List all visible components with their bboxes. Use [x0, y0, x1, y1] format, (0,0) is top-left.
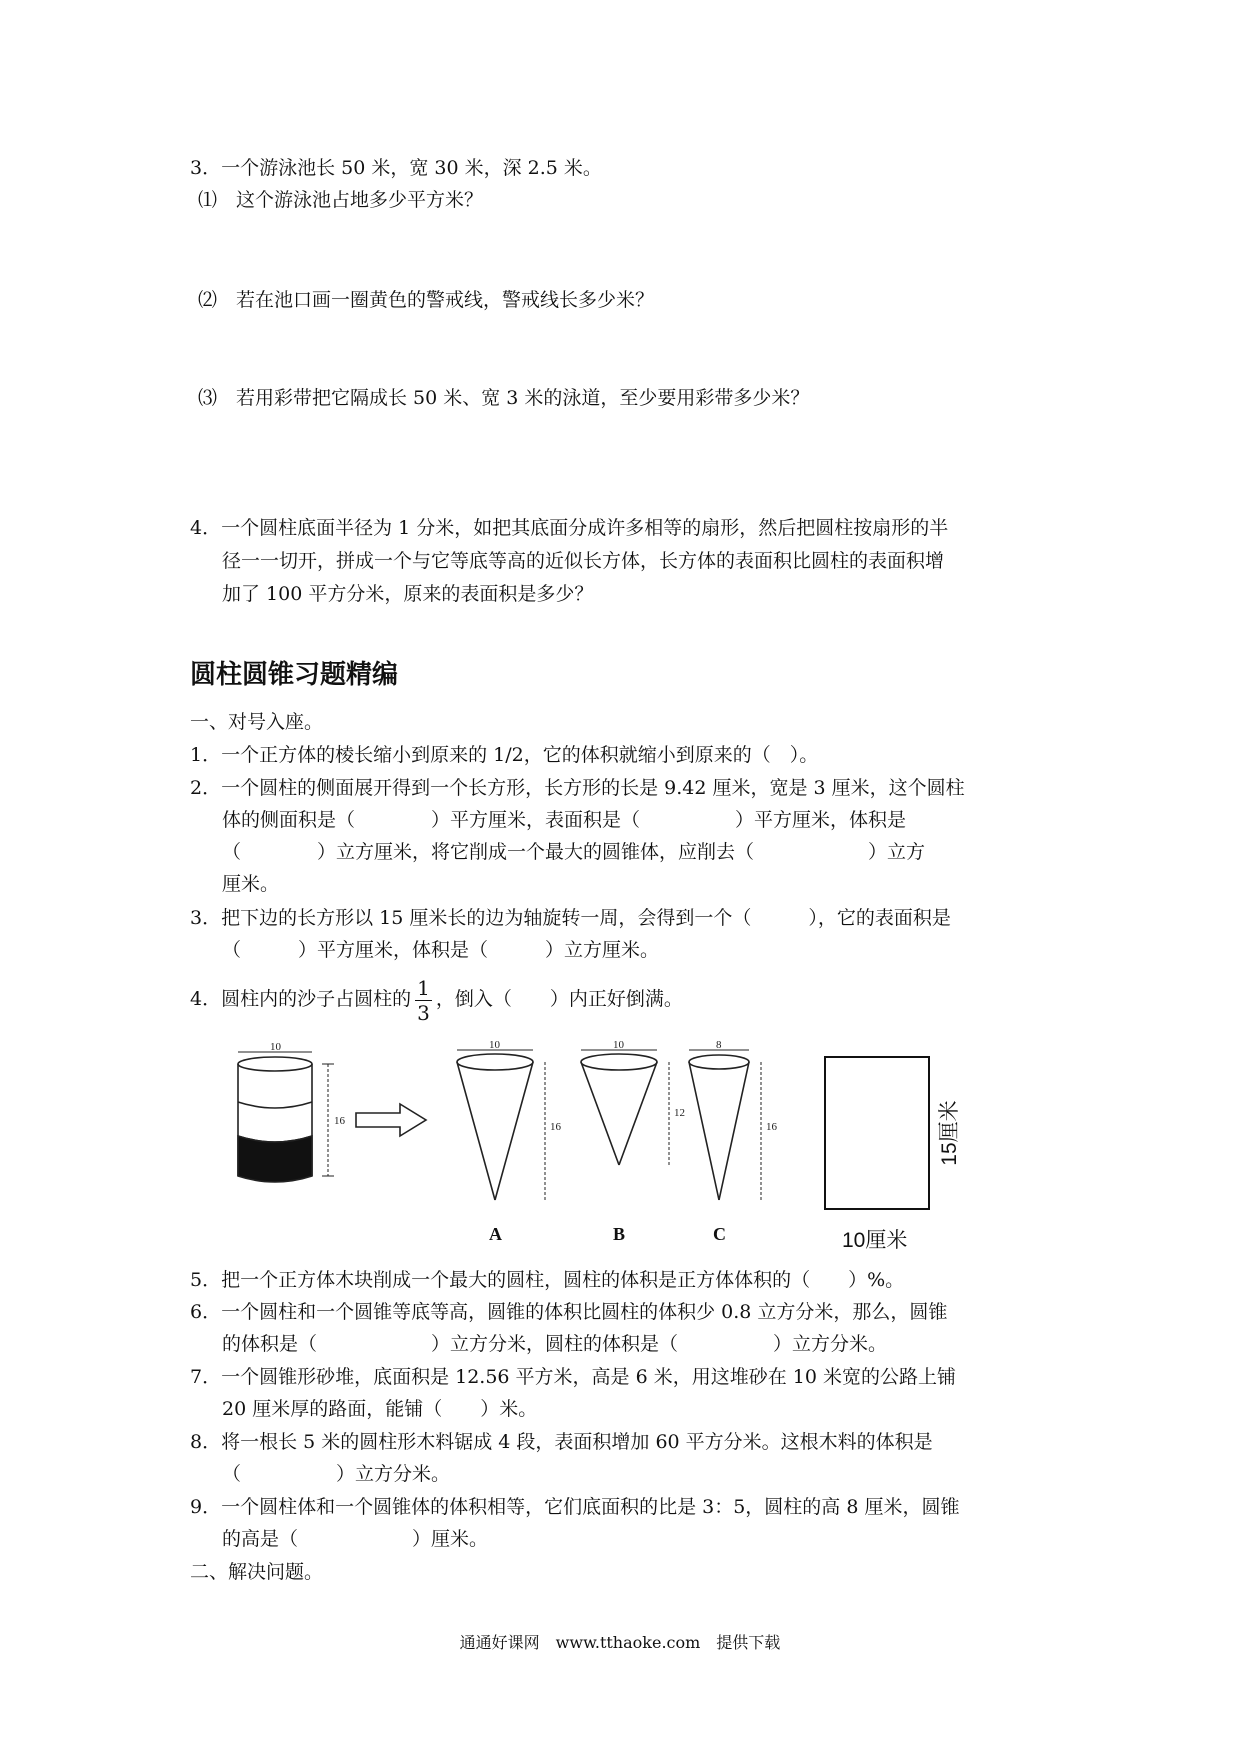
- item-8-line-1: 8．将一根长 5 米的圆柱形木料锯成 4 段，表面积增加 60 平方分米。这根木料的体积是: [190, 1431, 933, 1453]
- item-6-line-2: 的体积是（ ）立方分米，圆柱的体积是（ ）立方分米。: [222, 1333, 888, 1355]
- cone-a-label: A: [489, 1224, 502, 1244]
- item-3-line-2: （ ）平方厘米，体积是（ ）立方厘米。: [222, 939, 660, 961]
- section-title: 圆柱圆锥习题精编: [190, 660, 399, 690]
- item-7-line-1: 7．一个圆锥形砂堆，底面积是 12.56 平方米，高是 6 米，用这堆砂在 10 米宽的公路上铺: [190, 1366, 956, 1388]
- item-4: [190, 972, 683, 1026]
- cone-b-diagram: [581, 1050, 669, 1165]
- cone-a-diameter-label: 10: [489, 1040, 500, 1051]
- cone-a-diagram: [457, 1050, 545, 1200]
- item-2-line-1: 2．一个圆柱的侧面展开得到一个长方形，长方形的长是 9.42 厘米，宽是 3 厘米，这个圆柱: [190, 777, 965, 799]
- cone-b-height-label: 12: [674, 1107, 685, 1119]
- problem-3-question-3: ⑶ 若用彩带把它隔成长 50 米、宽 3 米的泳道，至少要用彩带多少米？: [198, 387, 810, 409]
- rectangle-side-label: 15厘米: [938, 1100, 961, 1166]
- item-4-prefix: 4．圆柱内的沙子占圆柱的: [190, 988, 412, 1010]
- cone-a-height-label: 16: [550, 1121, 561, 1133]
- fraction-denominator: 3: [417, 1000, 430, 1025]
- item-9-line-1: 9．一个圆柱体和一个圆锥体的体积相等，它们底面积的比是 3：5，圆柱的高 8 厘米，圆锥: [190, 1496, 960, 1518]
- cylinder-height-label: 16: [334, 1115, 345, 1127]
- cone-b-diameter-label: 10: [613, 1040, 624, 1051]
- problem-3-question-2: ⑵ 若在池口画一圈黄色的警戒线，警戒线长多少米？: [198, 289, 655, 311]
- problem-4-line-3: 加了 100 平方分米，原来的表面积是多少？: [222, 583, 594, 605]
- cone-c-diameter-label: 8: [716, 1040, 722, 1051]
- problem-3-question-1: ⑴ 这个游泳池占地多少平方米？: [198, 189, 484, 211]
- rectangle-diagram: [824, 1056, 930, 1210]
- item-6-line-1: 6．一个圆柱和一个圆锥等底等高，圆锥的体积比圆柱的体积少 0.8 立方分米，那么，圆锥: [190, 1301, 948, 1323]
- item-2-line-2: 体的侧面积是（ ）平方厘米，表面积是（ ）平方厘米，体积是: [222, 809, 907, 831]
- item-1: 1．一个正方体的棱长缩小到原来的 1/2，它的体积就缩小到原来的（ ）。: [190, 744, 819, 766]
- part-1-title: 一、对号入座。: [190, 711, 324, 733]
- item-2-line-4: 厘米。: [222, 873, 280, 895]
- part-2-title: 二、解决问题。: [190, 1561, 324, 1583]
- cone-b-label: B: [613, 1224, 626, 1244]
- item-5: 5．把一个正方体木块削成一个最大的圆柱，圆柱的体积是正方体体积的（ ）%。: [190, 1269, 905, 1291]
- right-arrow-icon: [356, 1104, 426, 1136]
- item-3-line-1: 3．把下边的长方形以 15 厘米长的边为轴旋转一周，会得到一个（ ），它的表面积是: [190, 907, 951, 929]
- item-8-line-2: （ ）立方分米。: [222, 1463, 451, 1485]
- cone-c-height-label: 16: [766, 1121, 777, 1133]
- page-footer: 通通好课网 www.tthaoke.com 提供下载: [459, 1633, 781, 1652]
- rectangle-bottom-label: 10厘米: [842, 1229, 908, 1252]
- fraction-numerator: 1: [417, 975, 430, 1000]
- problem-4-line-2: 径一一切开，拼成一个与它等底等高的近似长方体，长方体的表面积比圆柱的表面积增: [222, 550, 945, 572]
- problem-3-stem: 3．一个游泳池长 50 米，宽 30 米，深 2.5 米。: [190, 157, 602, 179]
- fraction-one-third: [415, 976, 432, 1025]
- cylinder-diagram: [238, 1052, 334, 1182]
- cone-c-label: C: [713, 1224, 726, 1244]
- item-2-line-3: （ ）立方厘米，将它削成一个最大的圆锥体，应削去（ ）立方: [222, 841, 926, 863]
- item-9-line-2: 的高是（ ）厘米。: [222, 1528, 489, 1550]
- cone-c-diagram: [689, 1050, 761, 1200]
- cylinder-diameter-label: 10: [270, 1041, 281, 1053]
- problem-4-line-1: 4．一个圆柱底面半径为 1 分米，如把其底面分成许多相等的扇形，然后把圆柱按扇形的半: [190, 517, 949, 539]
- item-7-line-2: 20 厘米厚的路面，能铺（ ）米。: [222, 1398, 538, 1420]
- item-4-suffix: ，倒入（ ）内正好倒满。: [435, 988, 683, 1010]
